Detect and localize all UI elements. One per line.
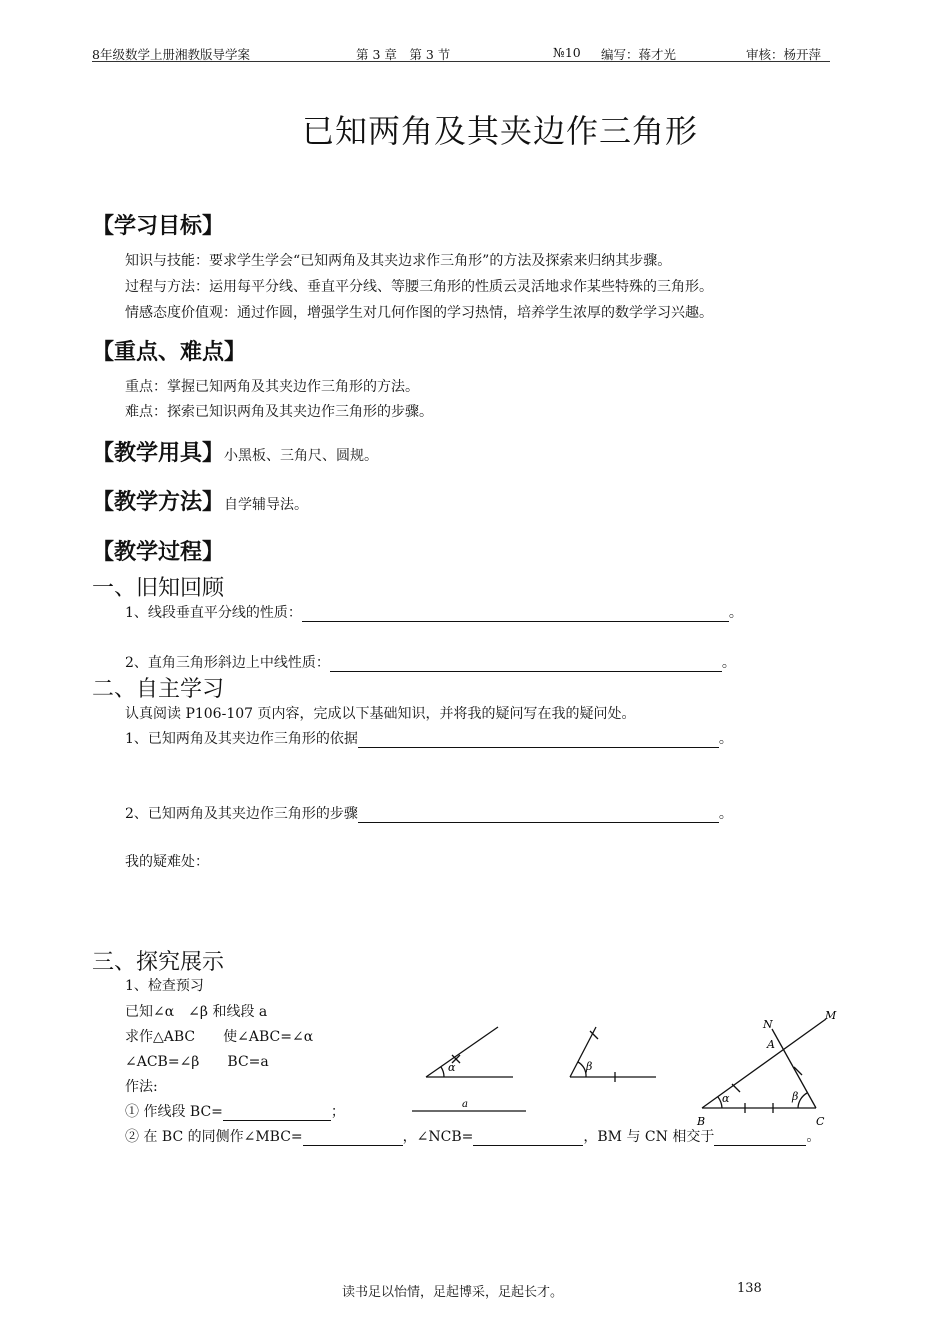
part1-q2: 2、直角三角形斜边上中线性质： 。 [125, 655, 736, 671]
answer-blank[interactable] [358, 822, 719, 823]
vertex-a-label: A [767, 1038, 775, 1051]
part3-step1: ① 作线段 BC= ； [125, 1104, 345, 1120]
footer-motto: 读书足以怡情，足起博采，足起长才。 [342, 1285, 564, 1300]
vertex-c-label: C [816, 1115, 825, 1128]
answer-blank[interactable] [473, 1145, 583, 1146]
part2-q1: 1、已知两角及其夹边作三角形的依据 。 [125, 731, 733, 747]
method-text: 自学辅导法。 [224, 497, 309, 513]
keypoint-focus: 重点：掌握已知两角及其夹边作三角形的方法。 [125, 379, 419, 395]
part3-step2: ② 在 BC 的同侧作∠MBC= ，∠NCB= ，BM 与 CN 相交于 。 [125, 1129, 821, 1145]
alpha-label: α [448, 1061, 456, 1074]
ray-n-label: N [763, 1018, 773, 1031]
answer-blank[interactable] [330, 671, 722, 672]
answer-blank[interactable] [223, 1120, 331, 1121]
page-title: 已知两角及其夹边作三角形 [302, 112, 699, 150]
vertex-b-label: B [697, 1115, 706, 1128]
ray-m-label: M [825, 1009, 837, 1022]
angle-beta-figure [570, 1027, 656, 1082]
part3-method: 作法: [125, 1079, 158, 1095]
part2-heading: 二、自主学习 [92, 677, 225, 702]
goals-heading: 【学习目标】 [92, 214, 225, 239]
keypoints-heading: 【重点、难点】 [92, 340, 247, 365]
tools-heading: 【教学用具】 [92, 441, 225, 466]
tools-row [92, 436, 378, 467]
part2-q2: 2、已知两角及其夹边作三角形的步骤 。 [125, 806, 733, 822]
answer-blank[interactable] [358, 747, 719, 748]
header-divider [92, 61, 830, 62]
goal-process: 过程与方法：运用每平分线、垂直平分线、等腰三角形的性质云灵活地求作某些特殊的三角形。 [125, 279, 713, 295]
part3-cond: ∠ACB=∠β BC=a [125, 1054, 269, 1070]
part3-sub: 1、检查预习 [125, 978, 204, 994]
angle-alpha-figure [426, 1027, 513, 1077]
triangle-abc-figure [702, 1019, 826, 1113]
tools-text: 小黑板、三角尺、圆规。 [224, 448, 379, 464]
part1-heading: 一、旧知回顾 [92, 576, 225, 601]
page-number: 138 [737, 1281, 762, 1296]
part2-doubt: 我的疑难处： [125, 854, 209, 870]
method-row [92, 485, 308, 516]
header-chapter: 第 3 章 第 3 节 [356, 47, 451, 62]
answer-blank[interactable] [302, 621, 729, 622]
header-book: 8年级数学上册湘教版导学案 [92, 47, 250, 62]
goal-knowledge: 知识与技能：要求学生学会“已知两角及其夹边求作三角形”的方法及探索来归纳其步骤。 [125, 253, 672, 269]
keypoint-difficulty: 难点：探索已知识两角及其夹边作三角形的步骤。 [125, 404, 433, 420]
part3-construct: 求作△ABC 使∠ABC=∠α [125, 1029, 314, 1045]
part2-intro: 认真阅读 P106-107 页内容，完成以下基础知识，并将我的疑问写在我的疑问处。 [125, 706, 636, 722]
alpha-label: α [722, 1092, 730, 1105]
header-reviewer: 审核：杨开萍 [746, 47, 822, 62]
goal-emotion: 情感态度价值观：通过作圆，增强学生对几何作图的学习热情，培养学生浓厚的数学学习兴趣。 [125, 305, 713, 321]
beta-label: β [792, 1090, 799, 1103]
part3-given: 已知∠α ∠β 和线段 a [125, 1004, 268, 1020]
header-editor: 编写：蒋才光 [601, 47, 677, 62]
part3-heading: 三、探究展示 [92, 950, 225, 975]
part1-q1: 1、线段垂直平分线的性质： 。 [125, 605, 743, 621]
process-heading: 【教学过程】 [92, 540, 225, 565]
beta-label: β [586, 1060, 593, 1073]
header-number: №10 [553, 45, 581, 60]
answer-blank[interactable] [303, 1145, 403, 1146]
segment-a-label: a [462, 1099, 468, 1110]
method-heading: 【教学方法】 [92, 490, 225, 515]
answer-blank[interactable] [714, 1145, 806, 1146]
construction-figure [400, 1005, 860, 1130]
